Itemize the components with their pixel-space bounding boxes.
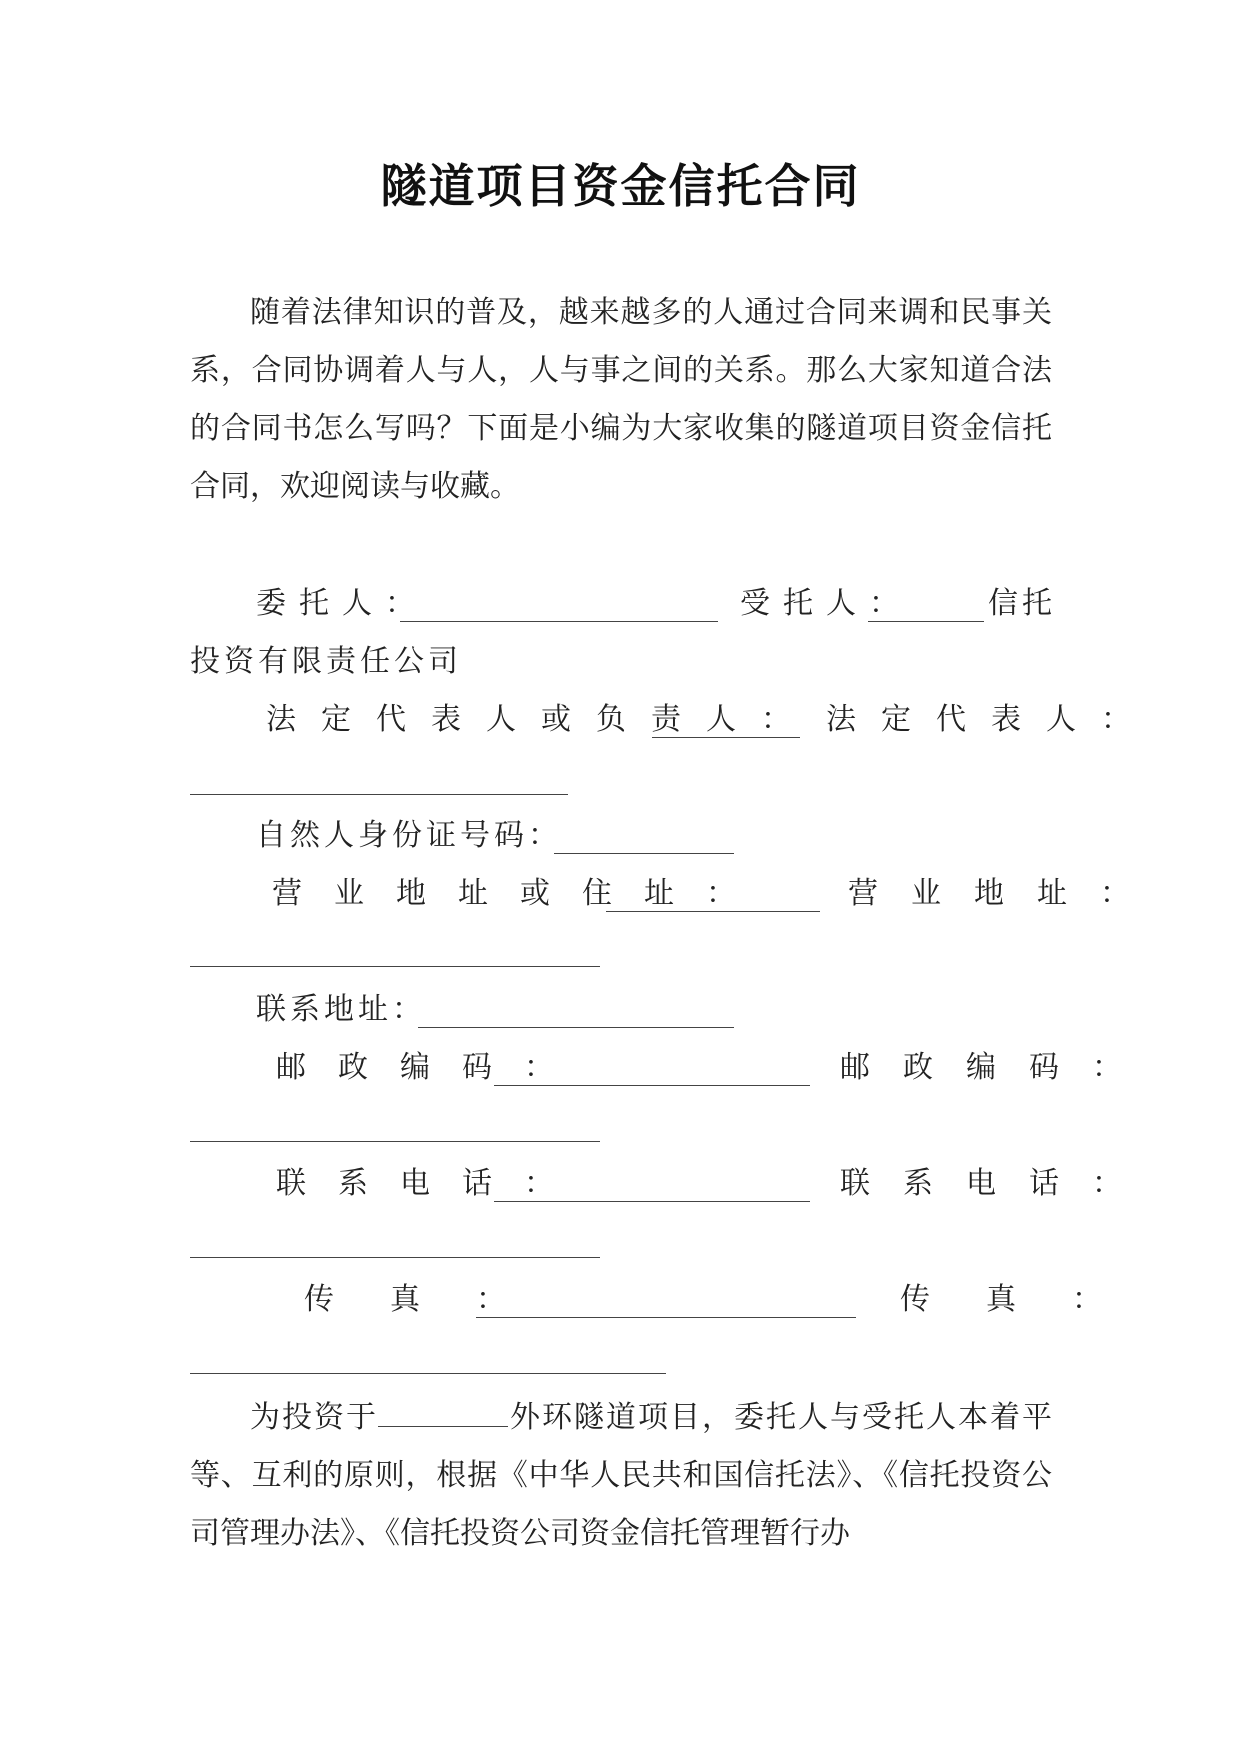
body-start: 为投资于 <box>250 1400 378 1435</box>
trustee-suffix: 信托 <box>988 586 1056 621</box>
contact-address-blank <box>418 1027 734 1028</box>
fax-label-left: 传真： <box>304 1282 562 1317</box>
principal-blank <box>400 621 718 622</box>
trustee-blank <box>868 621 984 622</box>
id-number-blank <box>554 853 734 854</box>
phone-blank-right <box>190 1257 600 1258</box>
business-or-residence-blank <box>606 911 820 912</box>
phone-label-right: 联系电话： <box>840 1166 1155 1201</box>
business-or-residence-label: 营业地址或住址： <box>272 876 768 911</box>
trustee-company: 投资有限责任公司 <box>190 644 462 679</box>
fax-blank-right <box>190 1373 666 1374</box>
intro-paragraph: 随着法律知识的普及，越来越多的人通过合同来调和民事关系，合同协调着人与人，人与事之间的关系。那么大家知道合法的合同书怎么写吗？下面是小编为大家收集的隧道项目资金信托合同，欢迎阅读与收藏。 <box>190 295 1052 504</box>
legal-rep-or-head-label: 法定代表人或负责人： <box>266 702 816 737</box>
phone-label-left: 联系电话： <box>276 1166 586 1201</box>
business-address-blank <box>190 966 600 967</box>
postcode-label-right: 邮政编码： <box>840 1050 1155 1085</box>
trustee-label: 受托人： <box>740 586 912 621</box>
legal-rep-label: 法定代表人： <box>826 702 1156 737</box>
contact-address-label: 联系地址： <box>256 992 426 1027</box>
id-number-label: 自然人身份证号码： <box>256 818 562 853</box>
legal-rep-blank <box>190 794 568 795</box>
body-paragraph <box>190 1389 1052 1563</box>
body-rest: 外环隧道项目，委托人与受托人本着平等、互利的原则，根据《中华人民共和国信托法》、《信托投资公司管理办法》、《信托投资公司资金信托管理暂行办 <box>190 1400 1052 1551</box>
principal-label: 委托人： <box>256 586 428 621</box>
document-title: 隧道项目资金信托合同 <box>380 159 861 213</box>
phone-blank-left <box>494 1201 810 1202</box>
fax-blank-left <box>476 1317 856 1318</box>
postcode-label-left: 邮政编码： <box>276 1050 586 1085</box>
business-address-label: 营业地址： <box>848 876 1163 911</box>
project-location-blank <box>378 1396 508 1427</box>
postcode-blank-right <box>190 1141 600 1142</box>
postcode-blank-left <box>494 1085 810 1086</box>
fax-label-right: 传真： <box>900 1282 1158 1317</box>
legal-rep-or-head-blank <box>652 737 800 738</box>
